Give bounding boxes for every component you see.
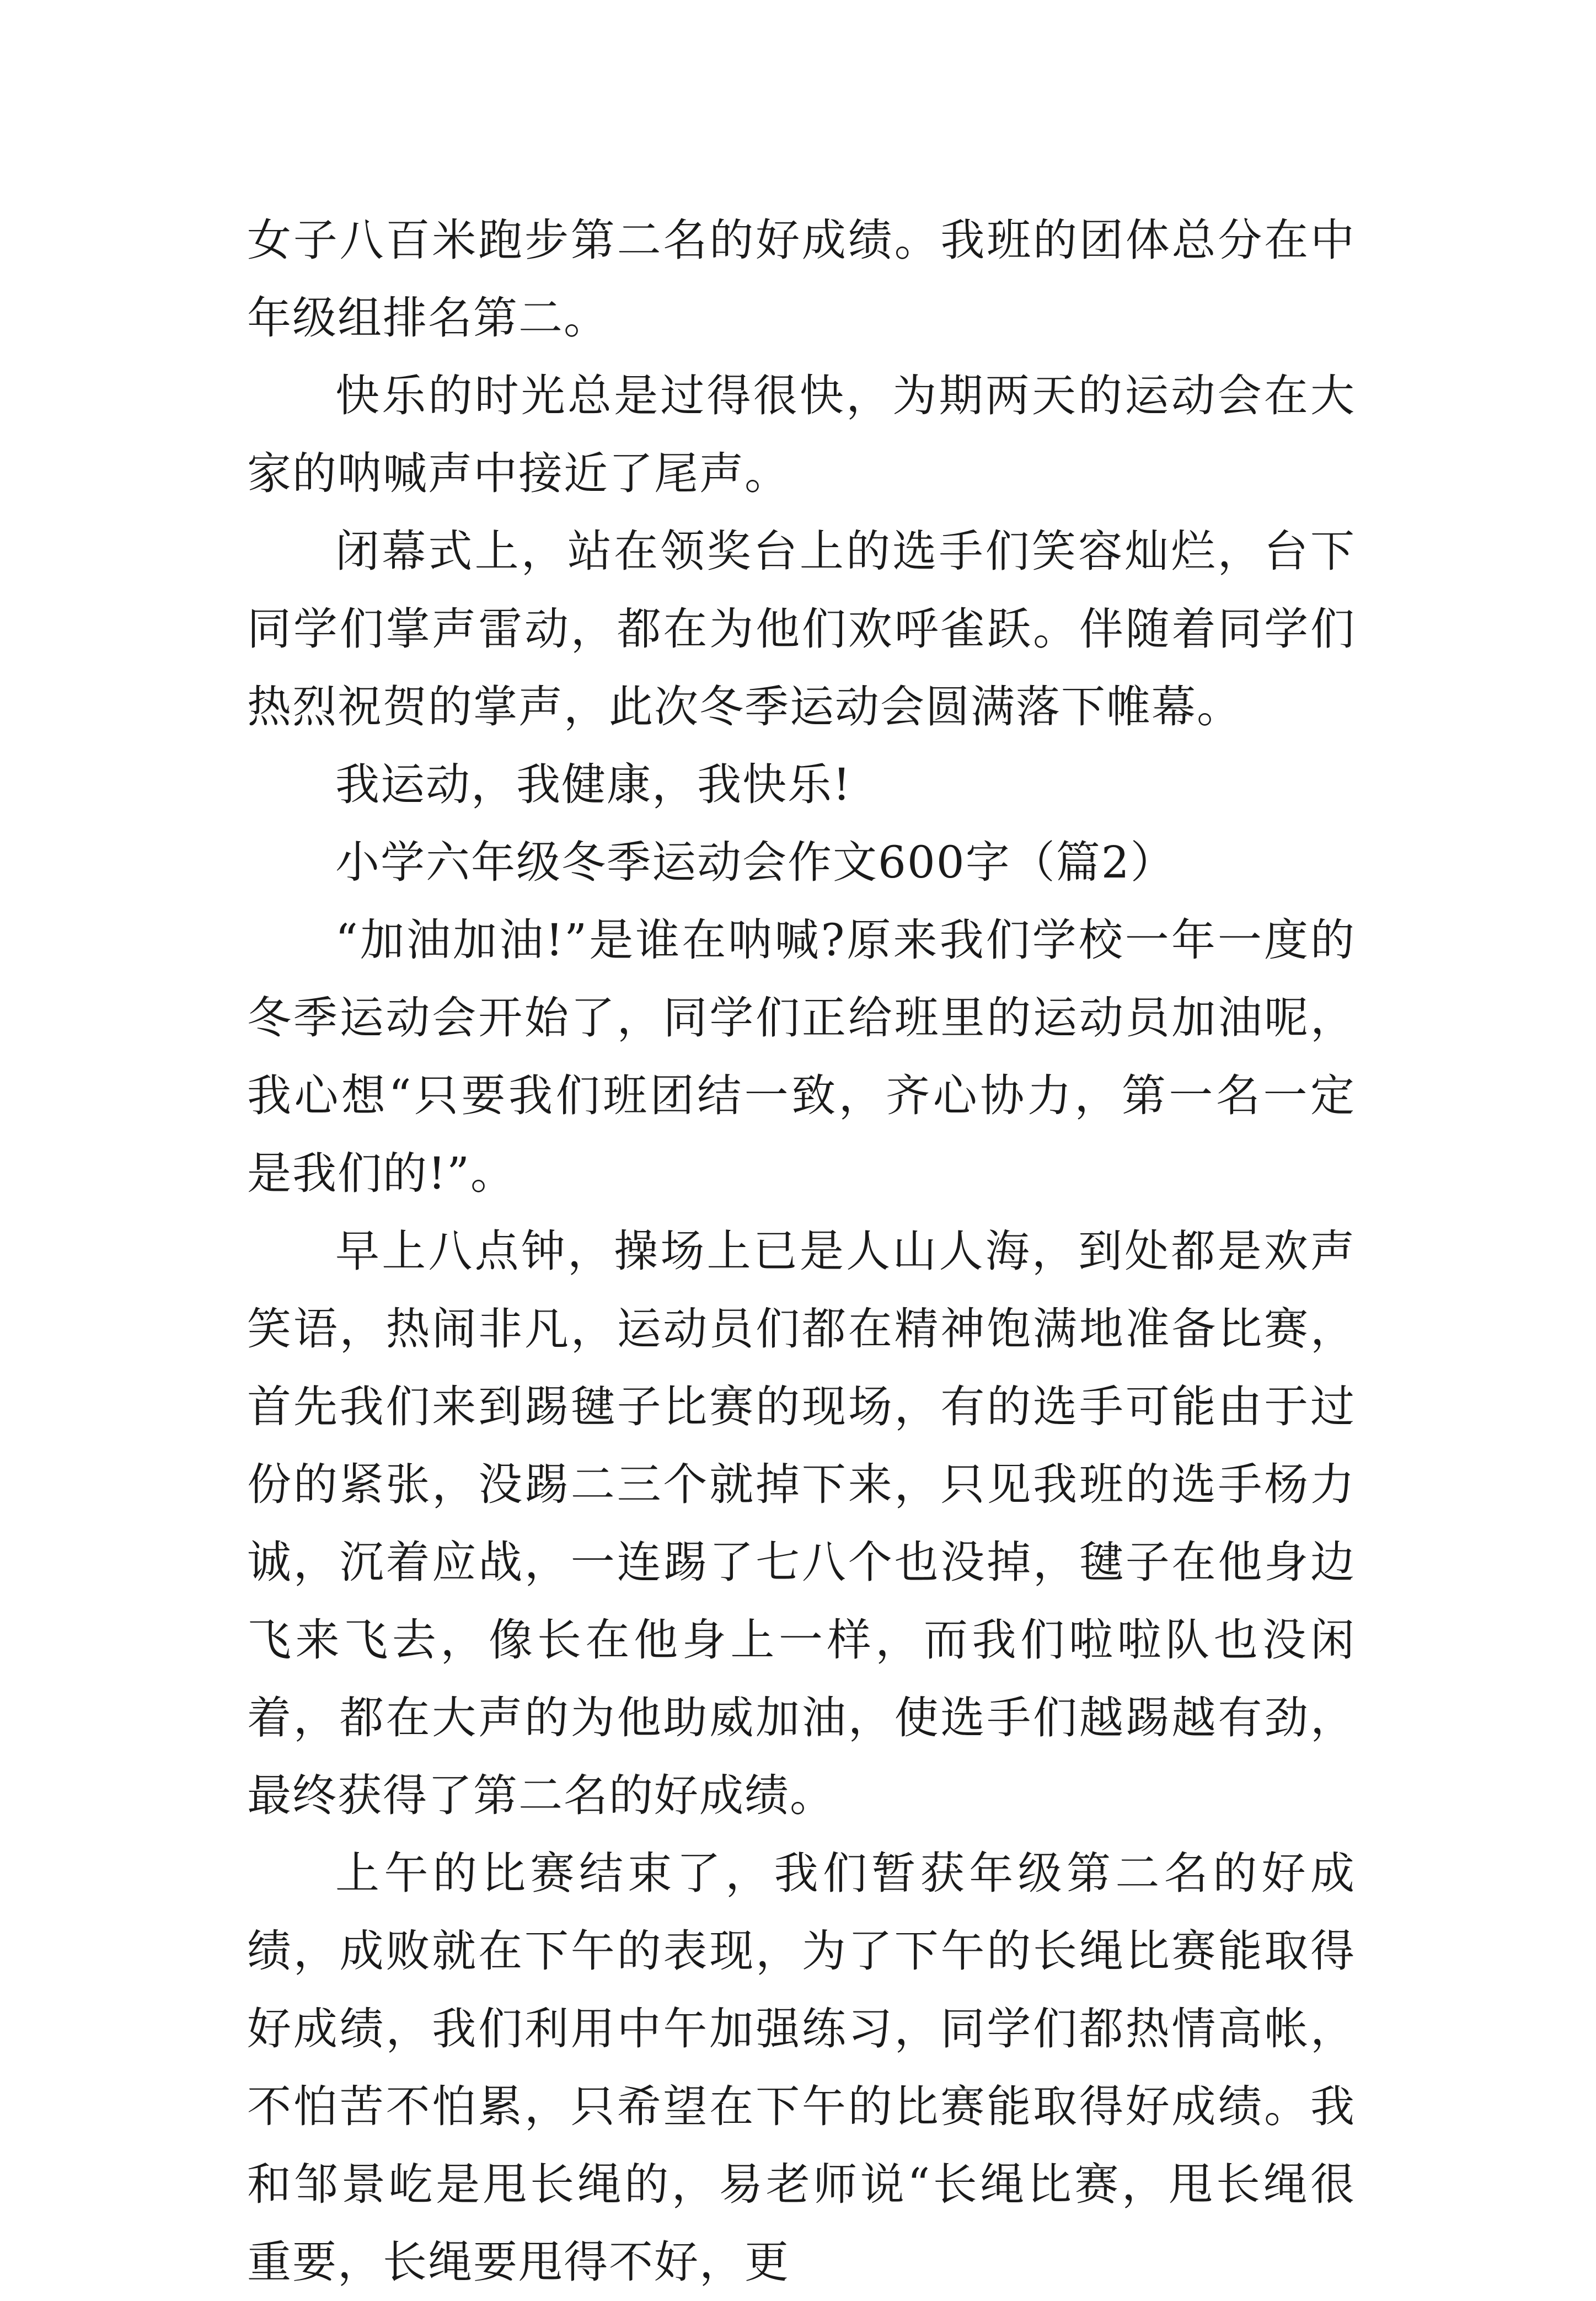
paragraph-shuttlecock: 早上八点钟，操场上已是人山人海，到处都是欢声笑语，热闹非凡，运动员们都在精神饱满地准备比赛，首先我们来到踢毽子比赛的现场，有的选手可能由于过份的紧张，没踢二三个就掉下来，只见我班的选手杨力诚，沉着应战，一连踢了七八个也没掉，毽子在他身边飞来飞去，像长在他身上一样，而我们啦啦队也没闲着，都在大声的为他助威加油，使选手们越踢越有劲，最终获得了第二名的好成绩。 (247, 1226, 1356, 1821)
paragraph-closing-ceremony: 闭幕式上，站在领奖台上的选手们笑容灿烂，台下同学们掌声雷动，都在为他们欢呼雀跃。伴随着同学们热烈祝贺的掌声，此次冬季运动会圆满落下帷幕。 (247, 526, 1356, 732)
paragraph-time-flies: 快乐的时光总是过得很快，为期两天的运动会在大家的呐喊声中接近了尾声。 (247, 370, 1356, 499)
paragraph-cheering: “加油加油!”是谁在呐喊?原来我们学校一年一度的冬季运动会开始了，同学们正给班里的运动员加油呢，我心想“只要我们班团结一致，齐心协力，第一名一定是我们的!”。 (247, 914, 1356, 1199)
section-heading: 小学六年级冬季运动会作文600字（篇2） (335, 837, 1176, 888)
document-body (247, 201, 1356, 2301)
paragraph-sports-result: 女子八百米跑步第二名的好成绩。我班的团体总分在中年级组排名第二。 (247, 215, 1356, 344)
paragraph-motto: 我运动，我健康，我快乐! (335, 759, 852, 810)
paragraph-long-rope: 上午的比赛结束了，我们暂获年级第二名的好成绩，成败就在下午的表现，为了下午的长绳比赛能取得好成绩，我们利用中午加强练习，同学们都热情高帐，不怕苦不怕累，只希望在下午的比赛能取得好成绩。我和邹景屹是甩长绳的，易老师说“长绳比赛，甩长绳很重要，长绳要甩得不好，更 (247, 1848, 1356, 2288)
